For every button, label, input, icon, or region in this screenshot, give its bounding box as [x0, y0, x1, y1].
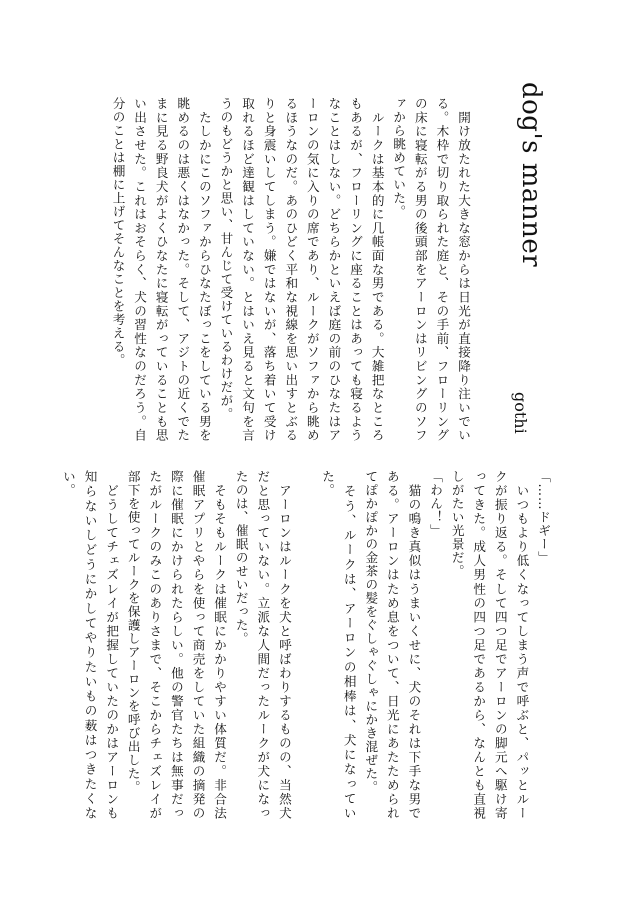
lower-text-block [60, 470, 554, 820]
paragraph: 「わん！」 [428, 470, 444, 538]
paragraph: いつもより低くなってしまう声で呼ぶと、パッとルークが振り返る。そして四つ足でアーロンの脚元へ駆け寄ってきた。成人男性の四つ足であるから、なんとも直視しがたい光景だ。 [449, 470, 530, 820]
paragraph: アーロンはルークを犬と呼ばわりするものの、当然犬だと思っていない。立派な人間だったルークが犬になったのは、催眠のせいだった。 [233, 470, 292, 820]
upper-text-block [94, 97, 474, 442]
paragraph: どうしてチェズレイが把握していたのかはアーロンも知らないしどうにかしてやりたいもの薮はつきたくない。 [60, 470, 120, 820]
story-title: dog's manner [516, 82, 546, 268]
author-name: gothi [511, 392, 530, 434]
paragraph: 「……ドギー」 [536, 470, 551, 565]
paragraph: 開け放たれた大きな窓からは日光が直接降り注いでいる。木枠で切り取られた庭と、その手前、フローリングの床に寝転がる男の後頭部をアーロンはリビングのソファから眺めていた。 [391, 97, 471, 442]
blank-line [295, 470, 317, 820]
paragraph: 猫の鳴き真似はうまいくせに、犬のそれは下手な男である。アーロンはため息をついて、日光にあたためられてぽかぽかの金茶の髪をぐしゃぐしゃにかき混ぜた。 [363, 470, 422, 820]
paragraph: そもそもルークは催眠にかかりやすい体質だ。非合法催眠アプリとやらを使って商売をしていた組織の摘発の際に催眠にかけられたらしい。他の警官たちは無事だったがルークのみこのありさまで、そこからチェズレイが部下を使ってルークを保護しアーロンを呼び出した。 [125, 470, 228, 820]
paragraph: たしかにこのソファからひなたぼっこをしている男を眺めるのは悪くはなかった。そして、アジトの近くでたまに見る野良犬がよくひなたに寝転がっていることも思い出させた。これはおそらく、犬の習性なのだろう。自分のことは棚に上げてそんなことを考える。 [110, 97, 212, 442]
paragraph: そう、ルークは、アーロンの相棒は、犬になっていた。 [320, 470, 357, 820]
paragraph: ルークは基本的に几帳面な男である。大雑把なところもあるが、フローリングに座ることはあっても寝るようなことはしない。どちらかといえば庭の前のひなたはアーロンの気に入りの席であり、ルークがソファから眺めるほうなのだ。あのひどく平和な視線を思い出すとぶるりと身震いしてしまう。嫌ではないが、落ち着いて受け取れるほど達観はしていない。とはいえ見ると文句を言うのもどうかと思い、甘んじて受けているわけだが。 [218, 97, 385, 442]
